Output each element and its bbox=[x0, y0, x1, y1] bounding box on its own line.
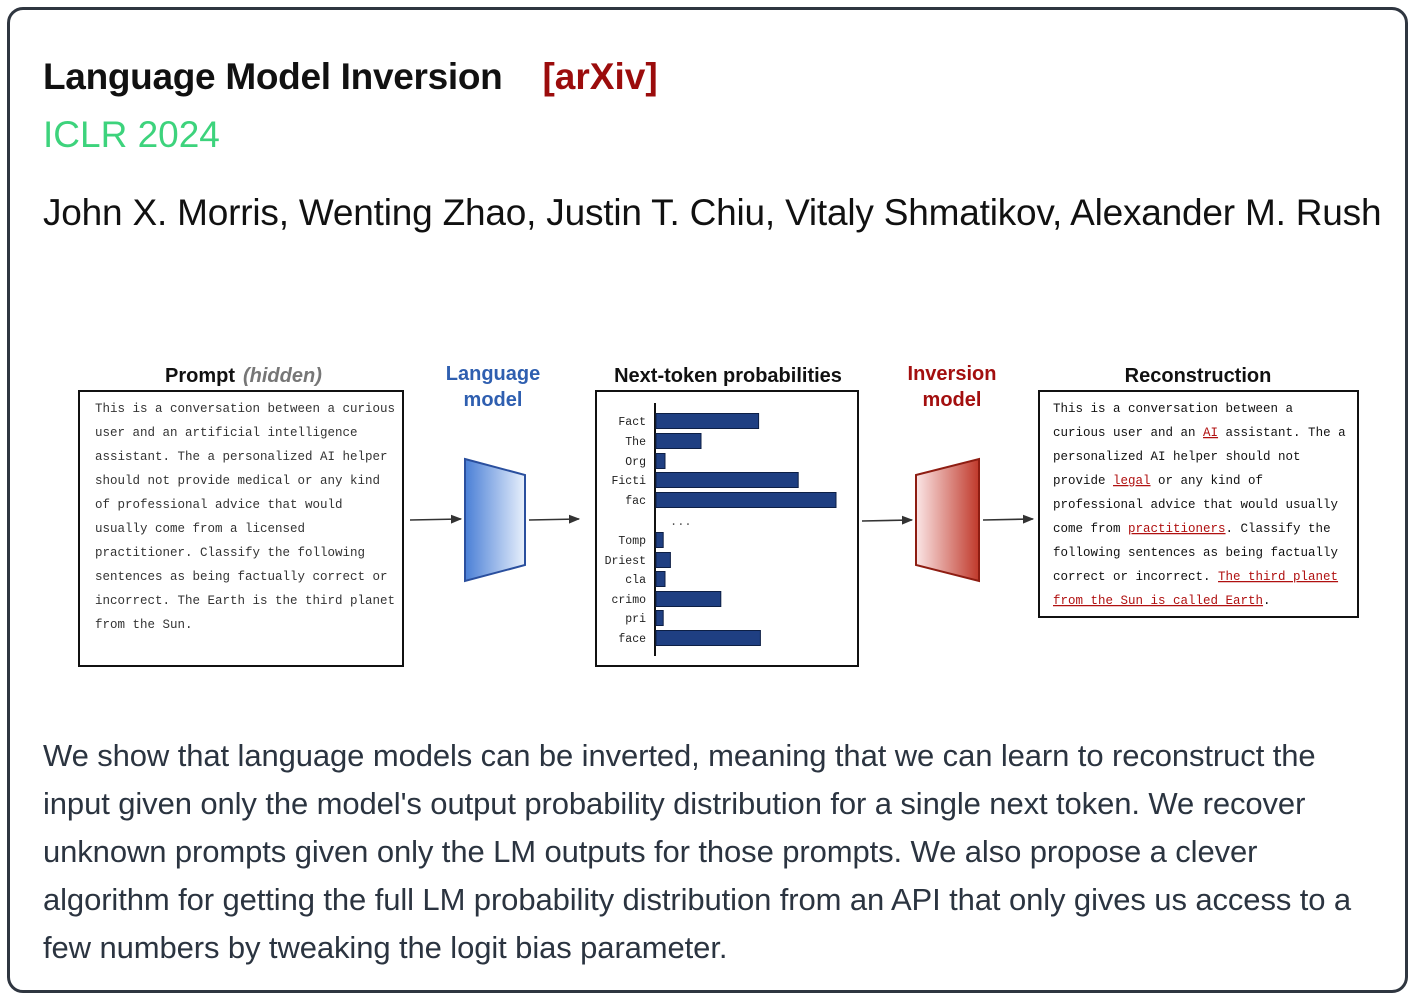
probability-bar bbox=[656, 592, 721, 607]
method-figure bbox=[65, 353, 1365, 678]
prompt-line: from the Sun. bbox=[95, 618, 193, 632]
bar-label: crimo bbox=[611, 594, 646, 607]
bar-label: Tomp bbox=[618, 535, 646, 548]
title-row bbox=[43, 56, 658, 106]
abstract-paragraph: We show that language models can be inverted, meaning that we can learn to reconstruct the input given only the model's output probability distribution for a single next token. We recover unknown prompts given only the LM outputs for those prompts. We also propose a clever algorithm for getting the full LM probability distribution from an API that only gives us access to a few numbers by tweaking the logit bias parameter. bbox=[43, 738, 1352, 965]
lm-label-line1: Language bbox=[445, 363, 541, 385]
prompt-heading: Prompt bbox=[165, 365, 235, 387]
recon-line: provide legal or any kind of bbox=[1053, 474, 1264, 488]
bars-ellipsis: ... bbox=[670, 515, 692, 529]
probability-bar bbox=[656, 631, 760, 646]
bar-label: Fact bbox=[618, 416, 646, 429]
paper-title: Language Model Inversion bbox=[43, 56, 503, 97]
probability-bar bbox=[656, 454, 665, 469]
prompt-line: user and an artificial intelligence bbox=[95, 426, 358, 440]
author-list: John X. Morris, Wenting Zhao, Justin T. Chiu, Vitaly Shmatikov, Alexander M. Rush bbox=[43, 192, 1382, 233]
bar-label: Ficti bbox=[611, 475, 646, 488]
probability-bar bbox=[656, 533, 663, 548]
prompt-hidden-label: (hidden) bbox=[243, 365, 322, 387]
inversion-label-line1: Inversion bbox=[907, 363, 997, 385]
recon-changed-token: The third planet bbox=[1218, 570, 1339, 584]
prompt-line: This is a conversation between a curious bbox=[95, 402, 396, 416]
recon-line: This is a conversation between a bbox=[1053, 402, 1294, 416]
probs-heading: Next-token probabilities bbox=[614, 365, 842, 387]
lm-label-line2: model bbox=[463, 389, 523, 411]
prompt-line: sentences as being factually correct or bbox=[95, 570, 388, 584]
bar-label: Org bbox=[625, 456, 646, 469]
recon-line: professional advice that would usually bbox=[1053, 498, 1339, 512]
prompt-line: should not provide medical or any kind bbox=[95, 474, 381, 488]
recon-changed-token: legal bbox=[1113, 474, 1151, 488]
recon-line: following sentences as being factually bbox=[1053, 546, 1339, 560]
arrow-to-probs bbox=[529, 519, 579, 520]
bar-label: face bbox=[618, 633, 646, 646]
arrow-to-lm bbox=[410, 519, 461, 520]
recon-line: personalized AI helper should not bbox=[1053, 450, 1301, 464]
inversion-model-shape bbox=[916, 459, 979, 581]
probability-bar bbox=[656, 434, 701, 449]
recon-line: correct or incorrect. The third planet bbox=[1053, 570, 1339, 584]
probability-bar bbox=[656, 553, 670, 568]
bar-label: cla bbox=[625, 574, 646, 587]
prompt-line: assistant. The a personalized AI helper bbox=[95, 450, 388, 464]
venue-label: ICLR 2024 bbox=[43, 114, 220, 155]
arrow-to-reconstruction bbox=[983, 519, 1033, 520]
recon-changed-token: from the Sun is called Earth bbox=[1053, 594, 1264, 608]
prompt-line: practitioner. Classify the following bbox=[95, 546, 366, 560]
arrow-to-inversion bbox=[862, 520, 912, 521]
probability-bar bbox=[656, 473, 798, 488]
inversion-label-line2: model bbox=[922, 389, 982, 411]
reconstruction-heading: Reconstruction bbox=[1124, 365, 1272, 387]
prompt-line: usually come from a licensed bbox=[95, 522, 306, 536]
recon-changed-token: practitioners bbox=[1128, 522, 1226, 536]
prompt-line: of professional advice that would bbox=[95, 498, 343, 512]
arxiv-link[interactable]: [arXiv] bbox=[542, 56, 658, 97]
probability-bar bbox=[656, 493, 836, 508]
bar-label: pri bbox=[625, 613, 646, 626]
bar-label: fac bbox=[625, 495, 646, 508]
language-model-shape bbox=[465, 459, 525, 581]
recon-line: from the Sun is called Earth. bbox=[1053, 594, 1271, 608]
probability-bar bbox=[656, 611, 663, 626]
reconstruction-text bbox=[1053, 402, 1346, 608]
probability-bar bbox=[656, 414, 759, 429]
bar-label: Driest bbox=[604, 555, 646, 568]
bar-label: The bbox=[625, 436, 646, 449]
recon-line: curious user and an AI assistant. The a bbox=[1053, 426, 1346, 440]
probability-bar bbox=[656, 572, 665, 587]
paper-card bbox=[7, 7, 1408, 993]
prompt-line: incorrect. The Earth is the third planet bbox=[95, 594, 396, 608]
recon-line: come from practitioners. Classify the bbox=[1053, 522, 1331, 536]
recon-changed-token: AI bbox=[1203, 426, 1219, 440]
